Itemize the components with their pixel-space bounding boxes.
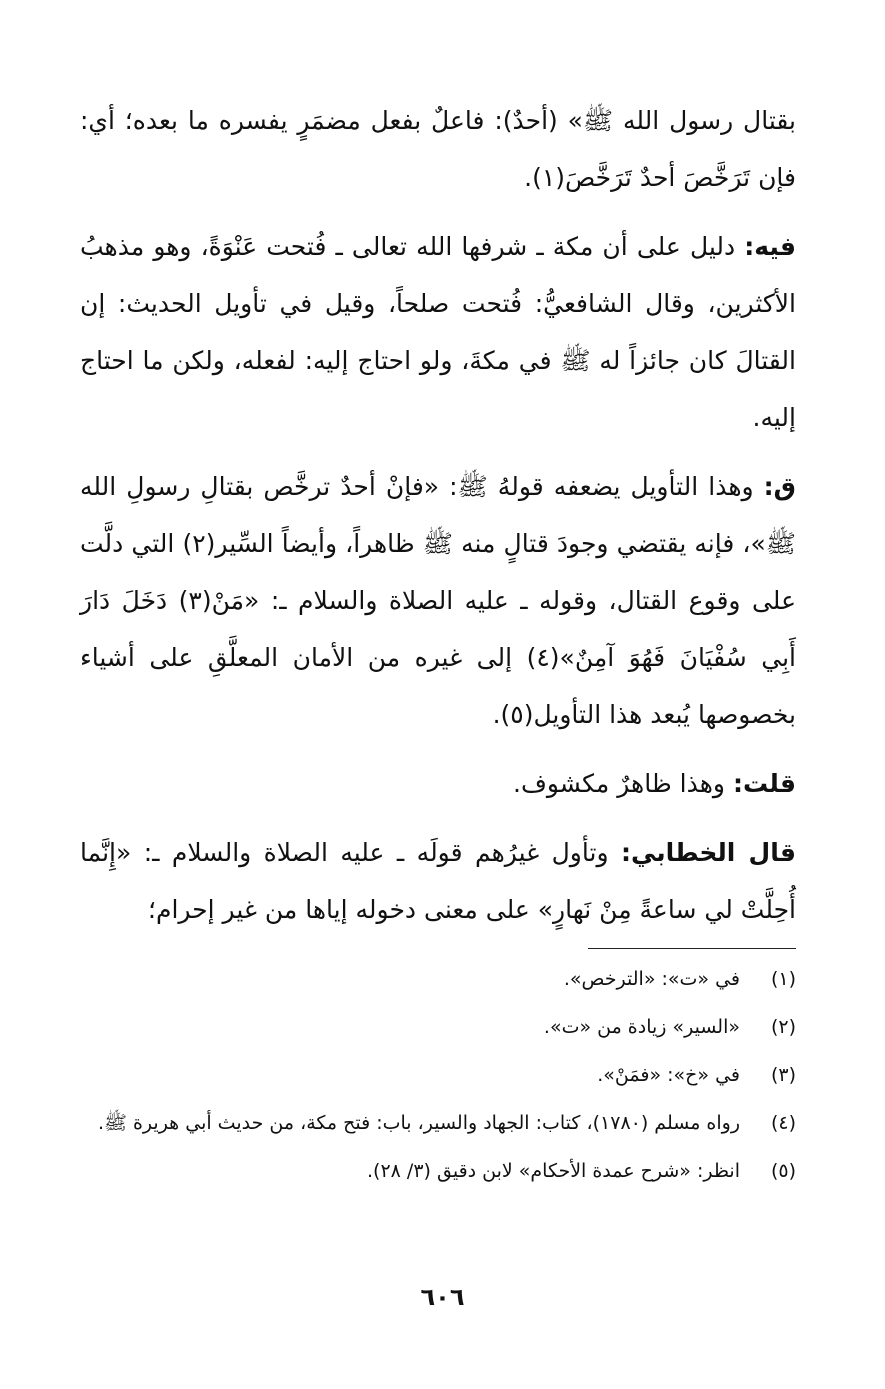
footnote-5 [80, 1154, 796, 1188]
paragraph-2-lead: فيه: [744, 232, 796, 261]
paragraph-4 [80, 755, 796, 812]
footnote-separator [588, 948, 796, 949]
paragraph-1 [80, 92, 796, 206]
paragraph-5-lead: قال الخطابي: [620, 838, 796, 867]
paragraph-5-text: وتأول غيرُهم قولَه ـ عليه الصلاة والسلام ـ: «إِنَّما أُحِلَّتْ لي ساعةً مِنْ نَهارٍ» على معنى دخوله إياها من غير إحرام؛ [80, 838, 796, 924]
paragraph-3-lead: ق: [763, 472, 796, 501]
paragraph-3 [80, 458, 796, 743]
paragraph-1-text: بقتال رسول الله ﷺ» (أحدٌ): فاعلٌ بفعل مضمَرٍ يفسره ما بعده؛ أي: فإن تَرَخَّصَ أحدٌ تَرَخَّصَ(١). [80, 106, 796, 192]
footnote-number: (٤) [770, 1112, 796, 1134]
paragraph-2-text: دليل على أن مكة ـ شرفها الله تعالى ـ فُتحت عَنْوَةً، وهو مذهبُ الأكثرين، وقال الشافعيُّ: فُتحت صلحاً، وقيل في تأويل الحديث: إن القتالَ كان جائزاً له ﷺ في مكةَ، ولو احتاج إليه: لفعله، ولكن ما احتاج إليه. [80, 232, 796, 432]
footnote-text: في «خ»: «فمَنْ». [597, 1064, 740, 1086]
footnote-2 [80, 1010, 796, 1044]
footnote-3 [80, 1058, 796, 1092]
footnotes [80, 962, 796, 1202]
footnote-1 [80, 962, 796, 996]
paragraph-3-text: وهذا التأويل يضعفه قولهُ ﷺ: «فإنْ أحدٌ ترخَّص بقتالِ رسولِ الله ﷺ»، فإنه يقتضي وجودَ قتالٍ منه ﷺ ظاهراً، وأيضاً السِّير(٢) التي دلَّت على وقوع القتال، وقوله ـ عليه الصلاة والسلام ـ: «مَنْ(٣) دَخَلَ دَارَ أَبِي سُفْيَانَ فَهُوَ آمِنٌ»(٤) إلى غيره من الأمان المعلَّقِ على أشياء بخصوصها يُبعد هذا التأويل(٥). [80, 472, 796, 729]
footnote-text: في «ت»: «الترخص». [563, 968, 740, 990]
paragraph-5 [80, 824, 796, 938]
footnote-number: (١) [770, 968, 796, 990]
footnote-text: «السير» زيادة من «ت». [543, 1016, 740, 1038]
footnote-text: انظر: «شرح عمدة الأحكام» لابن دقيق (٣/ ٢٨). [366, 1160, 740, 1182]
footnote-4 [80, 1106, 796, 1140]
paragraph-4-text: وهذا ظاهرٌ مكشوف. [513, 769, 733, 798]
footnote-number: (٥) [770, 1160, 796, 1182]
footnote-text: رواه مسلم (١٧٨٠)، كتاب: الجهاد والسير، باب: فتح مكة، من حديث أبي هريرة ﷺ. [97, 1112, 740, 1134]
paragraph-4-lead: قلت: [732, 769, 796, 798]
paragraph-2 [80, 218, 796, 446]
main-text [80, 92, 796, 950]
footnote-number: (٢) [770, 1016, 796, 1038]
page-number: ٦٠٦ [420, 1283, 465, 1311]
footnote-number: (٣) [770, 1064, 796, 1086]
